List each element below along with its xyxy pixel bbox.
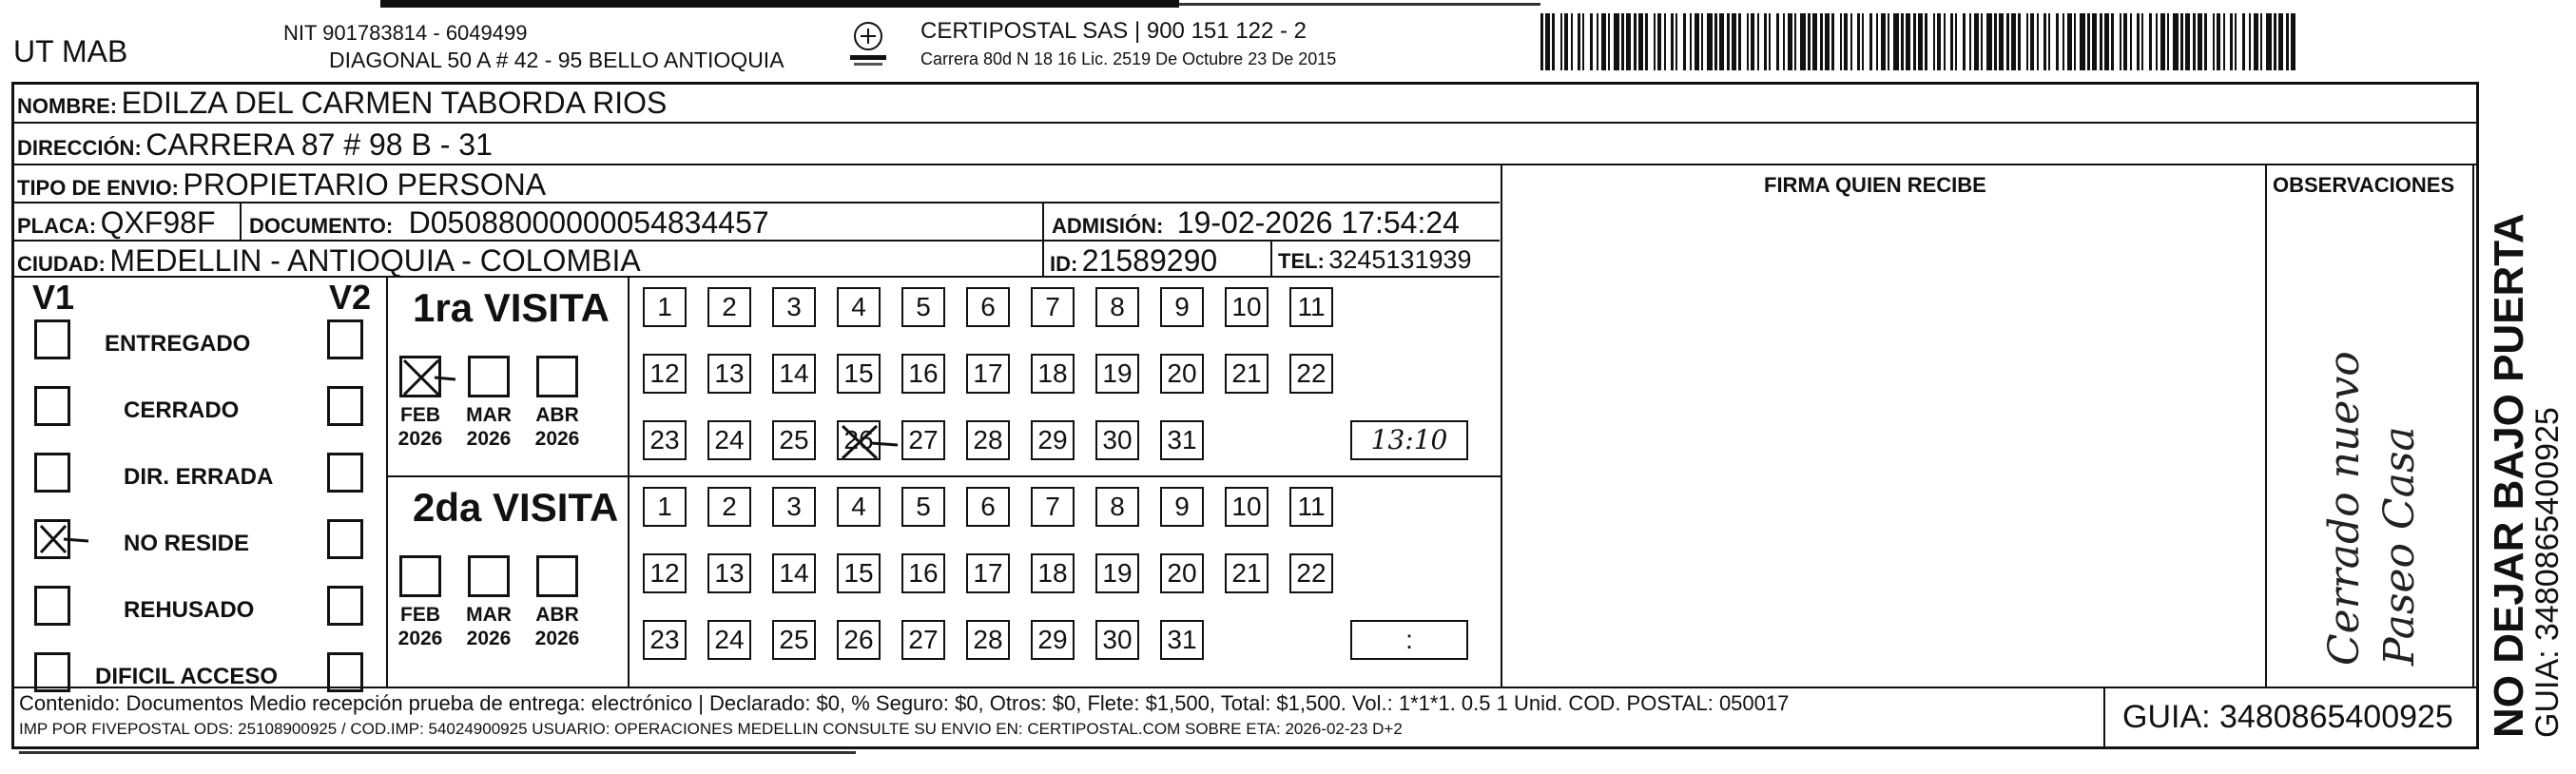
- footer-guia: GUIA: 3480865400925: [2122, 699, 2453, 735]
- nombre-value: EDILZA DEL CARMEN TABORDA RIOS: [121, 86, 668, 120]
- documento-field: [249, 205, 769, 241]
- second-day-cell[interactable]: 12: [643, 553, 687, 593]
- status-v1-checkbox[interactable]: [34, 586, 70, 626]
- second-month-checkbox[interactable]: [468, 555, 510, 597]
- nombre-row: [17, 86, 667, 121]
- status-v1-checkbox[interactable]: [34, 453, 70, 493]
- id-value: 21589290: [1081, 243, 1218, 278]
- second-day-cell[interactable]: 17: [966, 553, 1010, 593]
- top-edge-line: [380, 0, 1179, 8]
- first-day-cell[interactable]: 27: [901, 420, 945, 460]
- second-visit-title: 2da VISITA: [413, 485, 619, 530]
- first-day-cell[interactable]: 2: [707, 287, 751, 327]
- first-day-cell[interactable]: 21: [1225, 354, 1269, 394]
- first-day-cell[interactable]: 10: [1225, 287, 1269, 327]
- direccion-row: [17, 127, 493, 163]
- second-day-cell[interactable]: 10: [1225, 487, 1269, 527]
- company-name: UT MAB: [13, 34, 128, 68]
- direccion-label: DIRECCIÓN:: [17, 136, 142, 160]
- status-v1-checkbox[interactable]: [34, 386, 70, 426]
- status-v2-checkbox[interactable]: [327, 319, 363, 359]
- status-v2-checkbox[interactable]: [327, 519, 363, 559]
- first-day-cell[interactable]: 18: [1031, 354, 1075, 394]
- documento-label: DOCUMENTO:: [249, 214, 394, 238]
- tipo-envio-label: TIPO DE ENVIO:: [17, 176, 179, 200]
- second-day-cell[interactable]: 26: [837, 620, 881, 660]
- observaciones-handwriting-2: Paseo Casa: [2375, 426, 2424, 666]
- second-day-cell[interactable]: 21: [1225, 553, 1269, 593]
- first-month-checkbox[interactable]: [399, 356, 441, 397]
- signature-area[interactable]: [1506, 205, 2261, 683]
- certipostal-logo-icon: [844, 19, 892, 72]
- first-day-cell[interactable]: 15: [837, 354, 881, 394]
- status-option-label: NO RESIDE: [124, 531, 250, 556]
- first-day-cell[interactable]: 11: [1289, 287, 1333, 327]
- status-v2-checkbox[interactable]: [327, 453, 363, 493]
- second-day-cell[interactable]: 6: [966, 487, 1010, 527]
- check-mark-icon: [35, 520, 92, 558]
- status-v1-checkbox[interactable]: [34, 519, 70, 559]
- status-v2-checkbox[interactable]: [327, 386, 363, 426]
- first-day-cell[interactable]: 8: [1095, 287, 1139, 327]
- placa-label: PLACA:: [17, 214, 97, 238]
- ciudad-value: MEDELLIN - ANTIOQUIA - COLOMBIA: [109, 243, 641, 278]
- month-year: 2026: [397, 428, 443, 450]
- month-name: FEB: [400, 604, 440, 626]
- firma-header: FIRMA QUIEN RECIBE: [1764, 173, 1986, 197]
- first-day-cell[interactable]: 31: [1160, 420, 1204, 460]
- first-day-cell[interactable]: 1: [643, 287, 687, 327]
- second-month-checkbox[interactable]: [399, 555, 441, 597]
- first-day-cell[interactable]: 28: [966, 420, 1010, 460]
- status-v2-checkbox[interactable]: [327, 586, 363, 626]
- month-year: 2026: [466, 428, 512, 450]
- second-day-cell[interactable]: 31: [1160, 620, 1204, 660]
- side-warning: NO DEJAR BAJO PUERTA: [2486, 213, 2532, 738]
- observaciones-handwriting-1: Cerrado nuevo: [2320, 351, 2369, 666]
- first-day-cell[interactable]: 13: [707, 354, 751, 394]
- status-v1-checkbox[interactable]: [34, 319, 70, 359]
- certipostal-address: Carrera 80d N 18 16 Lic. 2519 De Octubre 23 De 2015: [920, 49, 1337, 68]
- cross-mark-icon: [400, 357, 457, 398]
- second-day-cell[interactable]: 28: [966, 620, 1010, 660]
- status-v2-checkbox[interactable]: [327, 652, 363, 692]
- v1-header: V1: [32, 278, 75, 317]
- second-day-cell[interactable]: 14: [772, 553, 816, 593]
- first-day-cell[interactable]: 9: [1160, 287, 1204, 327]
- first-month-label: [392, 403, 449, 451]
- second-day-cell[interactable]: 11: [1289, 487, 1333, 527]
- month-year: 2026: [466, 628, 512, 649]
- second-month-label: [460, 603, 517, 650]
- month-name: FEB: [400, 404, 440, 426]
- direccion-value: CARRERA 87 # 98 B - 31: [145, 127, 493, 162]
- bottom-edge-line: [19, 751, 856, 754]
- side-guia: GUIA: 3480865400925: [2529, 407, 2566, 738]
- second-time-field[interactable]: :: [1350, 620, 1468, 660]
- second-day-cell[interactable]: 2: [707, 487, 751, 527]
- second-day-cell[interactable]: 9: [1160, 487, 1204, 527]
- first-day-cell[interactable]: 30: [1095, 420, 1139, 460]
- first-day-cell[interactable]: 6: [966, 287, 1010, 327]
- second-day-cell[interactable]: 25: [772, 620, 816, 660]
- first-day-cell[interactable]: 29: [1031, 420, 1075, 460]
- admision-field: [1052, 205, 1460, 241]
- second-day-cell[interactable]: 5: [901, 487, 945, 527]
- second-day-cell[interactable]: 29: [1031, 620, 1075, 660]
- admision-label: ADMISIÓN:: [1052, 214, 1164, 238]
- month-name: MAR: [466, 404, 512, 426]
- second-day-cell[interactable]: 7: [1031, 487, 1075, 527]
- company-nit: NIT 901783814 - 6049499: [283, 21, 528, 45]
- second-day-cell[interactable]: 16: [901, 553, 945, 593]
- second-day-cell[interactable]: 23: [643, 620, 687, 660]
- first-day-cell[interactable]: 14: [772, 354, 816, 394]
- placa-field: [17, 205, 215, 241]
- first-day-cell[interactable]: 16: [901, 354, 945, 394]
- first-day-cell[interactable]: 5: [901, 287, 945, 327]
- first-day-cell[interactable]: 23: [643, 420, 687, 460]
- second-month-label: [529, 603, 586, 650]
- id-label: ID:: [1050, 252, 1078, 276]
- second-day-cell[interactable]: 18: [1031, 553, 1075, 593]
- first-day-cell[interactable]: 20: [1160, 354, 1204, 394]
- month-name: ABR: [535, 404, 579, 426]
- first-day-cell[interactable]: 19: [1095, 354, 1139, 394]
- second-day-cell[interactable]: 27: [901, 620, 945, 660]
- second-month-label: [392, 603, 449, 650]
- month-year: 2026: [397, 628, 443, 649]
- second-day-cell[interactable]: 24: [707, 620, 751, 660]
- ciudad-label: CIUDAD:: [17, 252, 106, 276]
- first-day-cell[interactable]: 25: [772, 420, 816, 460]
- tel-value: 3245131939: [1328, 245, 1472, 274]
- second-day-cell[interactable]: 22: [1289, 553, 1333, 593]
- second-day-cell[interactable]: 8: [1095, 487, 1139, 527]
- second-day-cell[interactable]: 19: [1095, 553, 1139, 593]
- second-day-cell[interactable]: 20: [1160, 553, 1204, 593]
- first-visit-title: 1ra VISITA: [413, 285, 610, 330]
- top-edge-line-2: [1179, 3, 1540, 6]
- first-day-cell[interactable]: 3: [772, 287, 816, 327]
- first-month-label: [529, 403, 586, 451]
- ciudad-field: [17, 243, 641, 279]
- first-day-cell[interactable]: 7: [1031, 287, 1075, 327]
- first-day-cell[interactable]: 17: [966, 354, 1010, 394]
- month-name: ABR: [535, 604, 579, 626]
- tipo-envio-row: [17, 167, 546, 203]
- id-field: [1050, 243, 1217, 279]
- barcode-bar: [2291, 13, 2295, 70]
- tel-label: TEL:: [1278, 249, 1325, 273]
- second-month-checkbox[interactable]: [536, 555, 578, 597]
- v2-header: V2: [329, 278, 372, 317]
- cross-mark-icon: [839, 422, 896, 462]
- second-day-cell[interactable]: 30: [1095, 620, 1139, 660]
- first-month-label: [460, 403, 517, 451]
- first-month-checkbox[interactable]: [468, 356, 510, 397]
- status-option-label: REHUSADO: [124, 597, 255, 623]
- second-day-cell[interactable]: 13: [707, 553, 751, 593]
- certipostal-name: CERTIPOSTAL SAS | 900 151 122 - 2: [920, 18, 1307, 44]
- tipo-envio-value: PROPIETARIO PERSONA: [183, 167, 547, 202]
- second-day-cell[interactable]: 4: [837, 487, 881, 527]
- placa-value: QXF98F: [100, 205, 216, 240]
- first-month-checkbox[interactable]: [536, 356, 578, 397]
- second-day-cell[interactable]: 3: [772, 487, 816, 527]
- status-option-label: CERRADO: [124, 397, 240, 423]
- certipostal-logo: [844, 19, 892, 72]
- month-year: 2026: [534, 628, 580, 649]
- second-day-cell[interactable]: 1: [643, 487, 687, 527]
- month-year: 2026: [534, 428, 580, 450]
- second-day-cell[interactable]: 15: [837, 553, 881, 593]
- barcode: [1540, 13, 2301, 70]
- nombre-label: NOMBRE:: [17, 94, 118, 118]
- tel-field: [1278, 245, 1472, 275]
- admision-value: 19-02-2026 17:54:24: [1176, 205, 1460, 240]
- month-name: MAR: [466, 604, 512, 626]
- status-v1-checkbox[interactable]: [34, 652, 70, 692]
- first-day-cell[interactable]: 12: [643, 354, 687, 394]
- footer-impresion: IMP POR FIVEPOSTAL ODS: 25108900925 / COD.IMP: 54024900925 USUARIO: OPERACIONES MEDELLIN CONSULTE SU ENVIO EN: CERTIPOSTAL.COM SOBRE ETA: 2026-02-23 D+2: [19, 720, 1403, 738]
- first-day-cell[interactable]: 22: [1289, 354, 1333, 394]
- status-option-label: DIR. ERRADA: [124, 464, 274, 490]
- footer-contenido: Contenido: Documentos Medio recepción prueba de entrega: electrónico | Declarado: $0, % Seguro: $0, Otros: $0, Flete: $1,500, Total: $1,500. Vol.: 1*1*1. 0.5 1 Unid. COD. POSTAL: 050017: [19, 691, 1790, 715]
- company-address: DIAGONAL 50 A # 42 - 95 BELLO ANTIOQUIA: [329, 48, 784, 72]
- first-day-cell[interactable]: 26: [837, 420, 881, 460]
- documento-value: D05088000000054834457: [408, 205, 769, 240]
- status-option-label: ENTREGADO: [105, 331, 251, 357]
- first-day-cell[interactable]: 4: [837, 287, 881, 327]
- first-day-cell[interactable]: 24: [707, 420, 751, 460]
- observaciones-header: OBSERVACIONES: [2273, 173, 2455, 197]
- first-time-field[interactable]: 13:10: [1350, 420, 1468, 460]
- status-option-label: DIFICIL ACCESO: [95, 664, 279, 689]
